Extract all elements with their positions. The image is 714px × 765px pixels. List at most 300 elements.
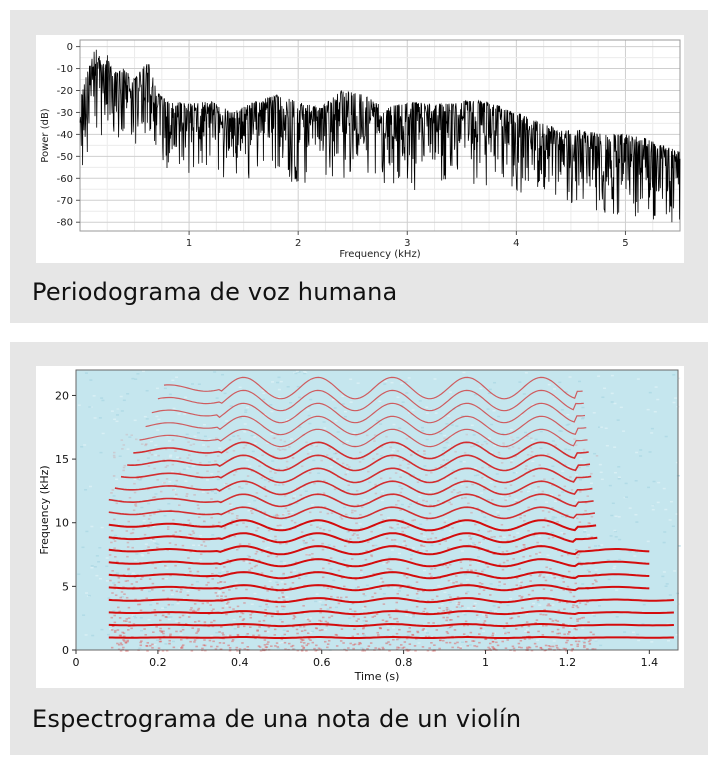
noise-speck (346, 471, 349, 473)
haze-speck (245, 589, 248, 591)
haze-speck (552, 537, 555, 539)
haze-speck (376, 613, 379, 615)
haze-speck (203, 520, 206, 522)
spectrogram-caption: Espectrograma de una nota de un violín (32, 705, 522, 733)
noise-speck (593, 453, 596, 455)
noise-speck (134, 378, 137, 380)
haze-speck (154, 567, 157, 569)
noise-speck (391, 549, 394, 551)
haze-speck (154, 615, 157, 617)
noise-speck (516, 532, 519, 534)
noise-speck (421, 430, 424, 432)
haze-speck (481, 467, 484, 469)
periodogram-caption: Periodograma de voz humana (32, 278, 398, 306)
haze-speck (528, 646, 531, 648)
haze-speck (459, 539, 462, 541)
noise-speck (400, 472, 403, 474)
haze-speck (527, 507, 530, 509)
noise-speck (669, 594, 672, 596)
noise-speck (538, 604, 541, 606)
haze-speck (282, 573, 285, 575)
haze-speck (443, 438, 446, 440)
haze-speck (320, 460, 323, 462)
haze-speck (128, 617, 131, 619)
haze-speck (489, 643, 492, 645)
noise-speck (405, 614, 408, 616)
noise-speck (381, 500, 384, 502)
haze-speck (284, 495, 287, 497)
haze-speck (478, 633, 481, 635)
haze-speck (330, 588, 333, 590)
haze-speck (116, 643, 119, 645)
noise-speck (215, 632, 218, 634)
haze-speck (283, 606, 286, 608)
haze-speck (274, 536, 277, 538)
noise-speck (651, 428, 654, 430)
haze-speck (315, 445, 318, 447)
noise-speck (136, 373, 139, 375)
haze-speck (292, 497, 295, 499)
y-tick-label: 0 (62, 644, 69, 657)
haze-speck (307, 453, 310, 455)
noise-speck (211, 534, 214, 536)
haze-speck (568, 631, 571, 633)
haze-speck (275, 515, 278, 517)
haze-speck (436, 629, 439, 631)
haze-speck (274, 629, 277, 631)
haze-speck (310, 524, 313, 526)
noise-speck (246, 407, 249, 409)
haze-speck (501, 524, 504, 526)
y-axis-label: Frequency (kHz) (38, 465, 51, 555)
noise-speck (244, 409, 247, 411)
haze-speck (502, 442, 505, 444)
haze-speck (264, 639, 267, 641)
haze-speck (305, 554, 308, 556)
haze-speck (407, 463, 410, 465)
noise-speck (623, 631, 626, 633)
haze-speck (556, 521, 559, 523)
y-tick-label: 20 (55, 389, 69, 403)
noise-speck (412, 547, 415, 549)
noise-speck (144, 416, 147, 418)
haze-speck (217, 582, 220, 584)
haze-speck (526, 621, 529, 623)
noise-speck (289, 402, 292, 404)
haze-speck (463, 633, 466, 635)
haze-speck (432, 622, 435, 624)
haze-speck (380, 514, 383, 516)
haze-speck (123, 620, 126, 622)
haze-speck (477, 575, 480, 577)
noise-speck (417, 597, 420, 599)
haze-speck (579, 521, 582, 523)
haze-speck (255, 553, 258, 555)
haze-speck (409, 631, 412, 633)
haze-speck (291, 520, 294, 522)
noise-speck (392, 627, 395, 629)
haze-speck (226, 452, 229, 454)
haze-speck (533, 475, 536, 477)
noise-speck (85, 372, 88, 374)
haze-speck (481, 583, 484, 585)
y-tick-label: -80 (56, 217, 73, 229)
noise-speck (107, 634, 110, 636)
noise-speck (483, 516, 486, 518)
noise-speck (128, 573, 131, 575)
haze-speck (121, 439, 124, 441)
haze-speck (131, 547, 134, 549)
haze-speck (175, 631, 178, 633)
noise-speck (204, 436, 207, 438)
noise-speck (266, 516, 269, 518)
haze-speck (308, 554, 311, 556)
haze-speck (279, 525, 282, 527)
haze-speck (302, 647, 305, 649)
haze-speck (354, 510, 357, 512)
noise-speck (168, 440, 171, 442)
haze-speck (196, 472, 199, 474)
haze-speck (578, 641, 581, 643)
haze-speck (368, 645, 371, 647)
haze-speck (587, 495, 590, 497)
haze-speck (359, 461, 362, 463)
noise-speck (551, 518, 554, 520)
haze-speck (127, 568, 129, 570)
noise-speck (614, 403, 617, 405)
noise-speck (538, 536, 541, 538)
haze-speck (321, 629, 324, 631)
haze-speck (494, 486, 497, 488)
haze-speck (573, 596, 576, 598)
noise-speck (211, 491, 214, 493)
haze-speck (248, 556, 251, 558)
haze-speck (174, 450, 177, 452)
haze-speck (197, 631, 200, 633)
haze-speck (483, 589, 486, 591)
noise-speck (232, 436, 235, 438)
noise-speck (198, 383, 201, 385)
noise-speck (363, 595, 366, 597)
noise-speck (598, 605, 601, 607)
haze-speck (398, 629, 401, 631)
haze-speck (506, 560, 509, 562)
noise-speck (120, 396, 123, 398)
noise-speck (663, 571, 666, 573)
haze-speck (433, 644, 436, 646)
noise-speck (335, 607, 338, 609)
haze-speck (226, 571, 229, 573)
haze-speck (243, 626, 246, 628)
haze-speck (592, 634, 595, 636)
noise-speck (97, 561, 100, 563)
haze-speck (589, 639, 592, 641)
noise-speck (462, 612, 465, 614)
noise-speck (99, 452, 102, 454)
haze-speck (188, 568, 191, 570)
noise-speck (534, 499, 537, 501)
haze-speck (445, 620, 448, 622)
noise-speck (524, 631, 527, 633)
noise-speck (183, 413, 186, 415)
haze-speck (165, 616, 168, 618)
haze-speck (371, 556, 374, 558)
noise-speck (443, 447, 446, 449)
haze-speck (373, 440, 376, 442)
haze-speck (515, 546, 518, 548)
noise-speck (667, 640, 670, 642)
haze-speck (206, 602, 209, 604)
haze-speck (576, 645, 579, 647)
haze-speck (223, 581, 226, 583)
noise-speck (164, 643, 167, 645)
haze-speck (245, 526, 248, 528)
haze-speck (444, 522, 447, 524)
noise-speck (422, 547, 425, 549)
haze-speck (411, 634, 414, 636)
haze-speck (524, 638, 527, 640)
noise-speck (440, 604, 443, 606)
noise-speck (556, 578, 559, 580)
haze-speck (430, 576, 433, 578)
x-tick-label: 0.2 (149, 656, 167, 669)
noise-speck (479, 388, 482, 390)
haze-speck (336, 597, 339, 599)
noise-speck (393, 529, 396, 531)
haze-speck (423, 450, 426, 452)
noise-speck (657, 502, 660, 504)
noise-speck (305, 490, 308, 492)
noise-speck (467, 607, 470, 609)
haze-speck (454, 478, 457, 480)
haze-speck (147, 546, 150, 548)
haze-speck (465, 621, 468, 623)
haze-speck (406, 594, 409, 596)
noise-speck (293, 495, 296, 497)
haze-speck (116, 503, 119, 505)
noise-speck (278, 389, 281, 391)
noise-speck (407, 635, 410, 637)
noise-speck (99, 578, 102, 580)
noise-speck (435, 412, 438, 414)
noise-speck (142, 371, 145, 373)
haze-speck (396, 593, 399, 595)
haze-speck (266, 646, 269, 648)
noise-speck (168, 619, 171, 621)
haze-speck (408, 627, 411, 629)
haze-speck (202, 603, 205, 605)
x-tick-label: 0.6 (312, 656, 331, 669)
noise-speck (241, 487, 244, 489)
haze-speck (442, 640, 445, 642)
haze-speck (427, 622, 430, 624)
haze-speck (523, 546, 526, 548)
haze-speck (302, 639, 305, 641)
noise-speck (334, 407, 337, 409)
noise-speck (460, 523, 463, 525)
noise-speck (615, 536, 618, 538)
noise-speck (613, 530, 616, 532)
haze-speck (387, 561, 390, 563)
noise-speck (611, 375, 614, 377)
haze-speck (187, 557, 190, 559)
haze-speck (345, 514, 348, 516)
haze-speck (223, 566, 226, 568)
haze-speck (147, 642, 150, 644)
haze-speck (448, 580, 451, 582)
haze-speck (110, 542, 113, 544)
haze-speck (396, 633, 399, 635)
haze-speck (222, 634, 225, 636)
haze-speck (162, 633, 165, 635)
haze-speck (504, 633, 507, 635)
haze-speck (422, 628, 425, 630)
haze-speck (493, 536, 496, 538)
haze-speck (203, 639, 206, 641)
haze-speck (434, 568, 437, 570)
haze-speck (111, 530, 114, 532)
haze-speck (128, 621, 131, 623)
noise-speck (469, 644, 472, 646)
haze-speck (294, 616, 297, 618)
noise-speck (259, 606, 262, 608)
noise-speck (552, 440, 555, 442)
haze-speck (473, 605, 476, 607)
haze-speck (447, 567, 450, 569)
haze-speck (516, 584, 519, 586)
haze-speck (489, 648, 492, 650)
noise-speck (600, 472, 603, 474)
haze-speck (224, 528, 227, 530)
haze-speck (145, 645, 148, 647)
haze-speck (243, 602, 246, 604)
haze-speck (480, 628, 483, 630)
noise-speck (298, 426, 301, 428)
haze-speck (562, 577, 565, 579)
haze-speck (182, 615, 185, 617)
noise-speck (293, 569, 296, 571)
haze-speck (175, 531, 178, 533)
noise-speck (514, 499, 517, 501)
noise-speck (484, 441, 487, 443)
noise-speck (312, 460, 315, 462)
haze-speck (206, 470, 209, 472)
noise-speck (488, 462, 491, 464)
haze-speck (417, 590, 420, 592)
noise-speck (625, 496, 628, 498)
haze-speck (140, 478, 143, 480)
noise-speck (587, 534, 590, 536)
noise-speck (269, 404, 272, 406)
noise-speck (379, 423, 382, 425)
noise-speck (417, 642, 420, 644)
noise-speck (230, 405, 233, 407)
haze-speck (225, 614, 228, 616)
noise-speck (579, 458, 582, 460)
noise-speck (532, 603, 535, 605)
noise-speck (221, 374, 224, 376)
haze-speck (503, 444, 506, 446)
haze-speck (286, 467, 289, 469)
noise-speck (171, 379, 174, 381)
noise-speck (333, 458, 336, 460)
haze-speck (495, 642, 498, 644)
haze-speck (552, 478, 555, 480)
haze-speck (245, 483, 248, 485)
haze-speck (162, 615, 165, 617)
haze-speck (252, 635, 255, 637)
haze-speck (179, 472, 182, 474)
haze-speck (509, 495, 512, 497)
noise-speck (590, 483, 593, 485)
noise-speck (113, 495, 116, 497)
noise-speck (606, 445, 609, 447)
haze-speck (190, 444, 193, 446)
haze-speck (564, 486, 567, 488)
haze-speck (416, 581, 419, 583)
haze-speck (539, 614, 542, 616)
haze-speck (179, 530, 182, 532)
haze-speck (288, 513, 291, 515)
haze-speck (446, 609, 449, 611)
noise-speck (603, 388, 606, 390)
noise-speck (498, 585, 501, 587)
haze-speck (286, 630, 289, 632)
haze-speck (265, 604, 268, 606)
haze-speck (197, 571, 200, 573)
haze-speck (590, 631, 593, 633)
haze-speck (353, 533, 356, 535)
haze-speck (431, 533, 434, 535)
noise-speck (536, 639, 539, 641)
noise-speck (528, 488, 531, 490)
haze-speck (506, 639, 509, 641)
haze-speck (156, 547, 159, 549)
noise-speck (191, 383, 194, 385)
noise-speck (446, 459, 449, 461)
noise-speck (154, 454, 157, 456)
haze-speck (389, 617, 392, 619)
haze-speck (309, 639, 312, 641)
noise-speck (143, 520, 146, 522)
noise-speck (309, 632, 312, 634)
noise-speck (115, 478, 118, 480)
noise-speck (401, 504, 404, 506)
haze-speck (229, 647, 232, 649)
haze-speck (319, 511, 322, 513)
haze-speck (537, 631, 540, 633)
haze-speck (236, 524, 239, 526)
noise-speck (360, 573, 363, 575)
haze-speck (348, 466, 351, 468)
noise-speck (437, 585, 440, 587)
noise-speck (218, 447, 221, 449)
noise-speck (253, 500, 256, 502)
noise-speck (252, 451, 255, 453)
haze-speck (162, 578, 165, 580)
noise-speck (446, 478, 449, 480)
haze-speck (403, 647, 406, 649)
haze-speck (322, 576, 325, 578)
haze-speck (323, 529, 326, 531)
noise-speck (266, 631, 269, 633)
haze-speck (185, 495, 188, 497)
haze-speck (508, 535, 511, 537)
noise-speck (169, 616, 172, 618)
haze-speck (256, 492, 259, 494)
haze-speck (199, 462, 202, 464)
haze-speck (264, 486, 267, 488)
